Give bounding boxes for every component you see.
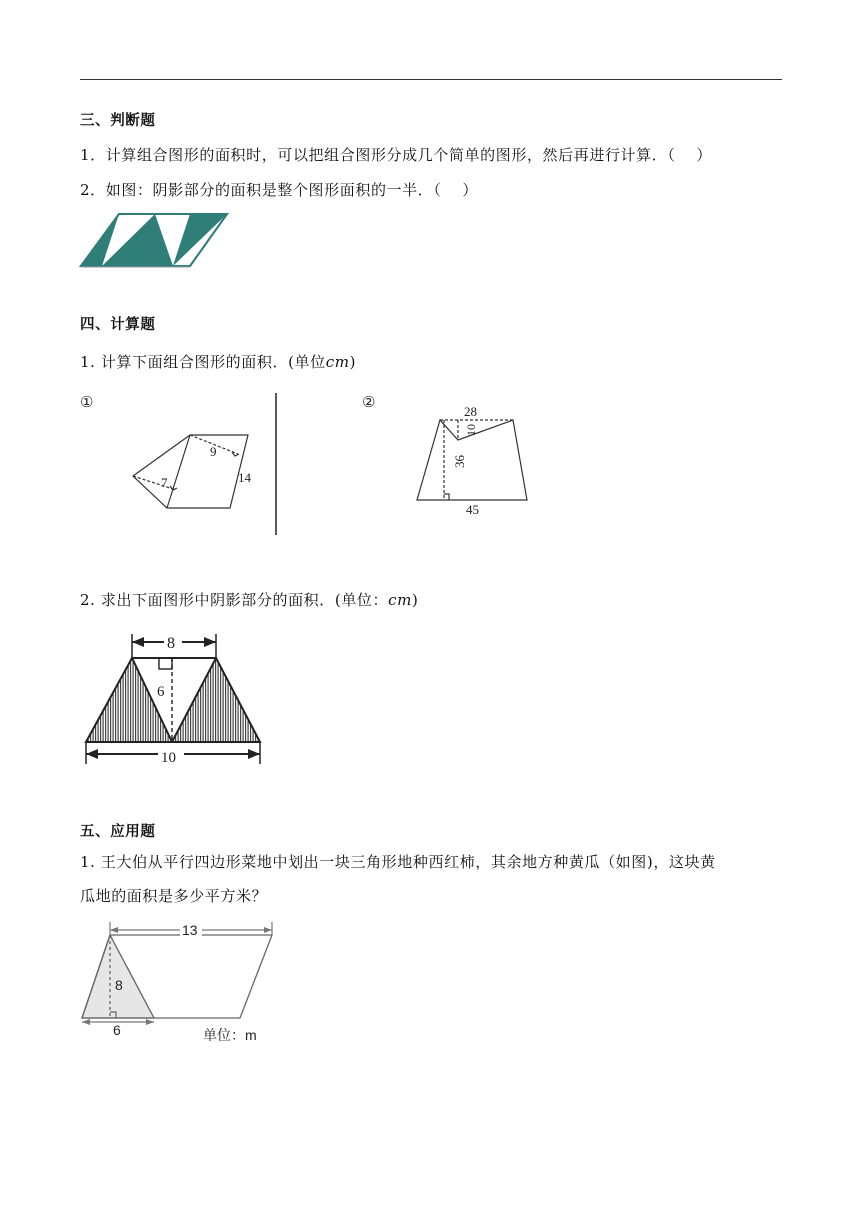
question-4-1-unit: cm — [325, 353, 350, 371]
figure-4-label-8: 8 — [115, 977, 123, 993]
section-4-heading: 四、计算题 — [80, 317, 156, 333]
figure-3-label-10: 10 — [161, 750, 176, 766]
vegetable-field-figure — [80, 918, 280, 1046]
figure-2-label-36: 36 — [452, 455, 467, 468]
figure-1-marker: ① — [80, 395, 94, 411]
section-3-heading: 三、判断题 — [80, 113, 156, 129]
question-4-2 — [80, 590, 418, 610]
shaded-triangles-figure — [80, 630, 270, 770]
figure-4-label-6: 6 — [113, 1022, 121, 1038]
question-5-1-line-1: 1. 王大伯从平行四边形菜地中划出一块三角形地种西红柿，其余地方种黄瓜（如图)，这块黄 — [80, 853, 716, 871]
header-rule — [80, 79, 782, 80]
question-3-1: 1．计算组合图形的面积时，可以把组合图形分成几个简单的图形，然后再进行计算．（ ） — [80, 146, 713, 164]
figure-4-unit: 单位：m — [203, 1027, 257, 1043]
figure-2-marker: ② — [362, 395, 376, 411]
parallelogram-shaded-figure — [78, 210, 234, 272]
question-4-2-text: 2. 求出下面图形中阴影部分的面积．(单位： — [80, 591, 389, 609]
figure-4-label-13: 13 — [182, 922, 198, 938]
figure-1-label-9: 9 — [210, 444, 217, 459]
composite-figures-row — [80, 390, 540, 538]
figure-3-label-6: 6 — [157, 684, 165, 700]
question-4-1-text: 1. 计算下面组合图形的面积．(单位 — [80, 353, 326, 371]
figure-2-label-45: 45 — [466, 502, 479, 517]
figure-3-label-8: 8 — [167, 635, 175, 652]
question-4-2-close: ) — [411, 591, 419, 609]
question-4-1-close: ) — [349, 353, 357, 371]
question-5-1-line-2: 瓜地的面积是多少平方米？ — [80, 887, 268, 905]
figure-1-label-7: 7 — [161, 475, 168, 490]
figure-2-label-10: 10 — [464, 424, 478, 436]
figure-1-label-14: 14 — [238, 470, 251, 485]
section-5-heading: 五、应用题 — [80, 824, 156, 840]
question-3-2: 2．如图：阴影部分的面积是整个图形面积的一半．（ ） — [80, 181, 479, 199]
figure-2-label-28: 28 — [464, 404, 477, 419]
figure-1-quadrilateral — [133, 435, 248, 508]
question-4-2-unit: cm — [388, 591, 412, 609]
question-4-1 — [80, 352, 356, 372]
